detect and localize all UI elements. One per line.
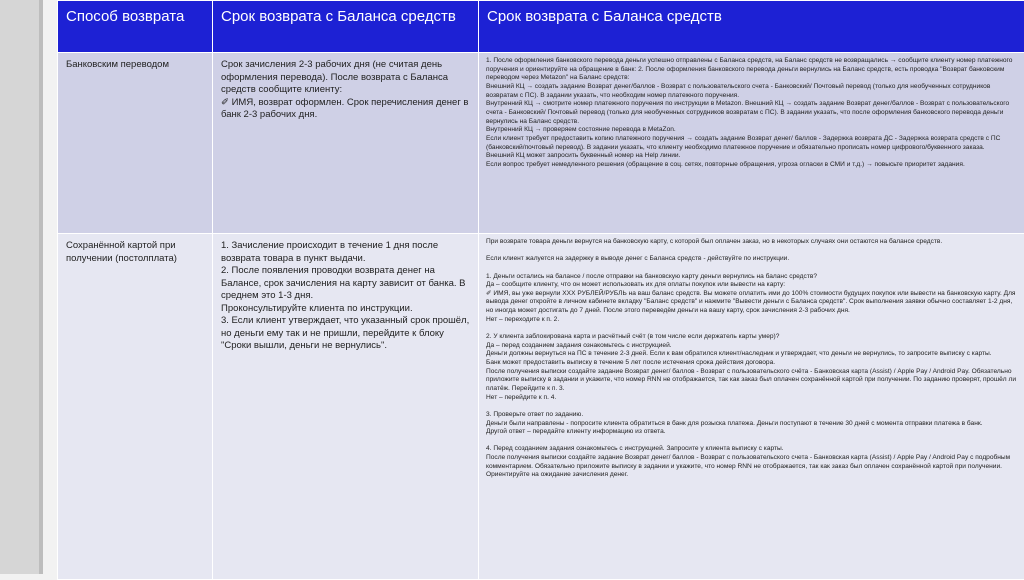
instruction-line: Да – перед созданием задания ознакомьтесь с инструкцией. (486, 342, 1017, 351)
header-refund-term: Срок возврата с Баланса средств (213, 1, 479, 53)
term-line: ✐ ИМЯ, возврат оформлен. Срок перечисления денег в банк 2-3 рабочих дня. (221, 97, 470, 122)
slide-left-bar (0, 0, 43, 574)
row-details-bank-transfer (479, 53, 1024, 234)
instruction-line: Если клиент требует предоставить копию платежного поручения → создать задание Возврат денег/ баллов - Задержка возврата ДС - Задержка возврата средств с ПС (банковский/почтовый перевод). В задании указать, что клиенту необходимо платежное поручение и обязательно прописать номер цифрового/буквенного заказа. (486, 135, 1017, 152)
refund-terms-table (57, 0, 1024, 580)
instruction-line: Да – сообщите клиенту, что он может использовать их для оплаты покупок или вывести на карту: (486, 281, 1017, 290)
instruction-line: После получения выписки создайте задание Возврат денег/ баллов - Возврат с пользовательского счёта - Банковская карта (Assist) / Apple Pay / Android Pay. Обязательно приложите выписку в задании и укажите, что номер RNN не отображается, так как заказ был оплачен сохранённой картой при получении. По заданию проверят, прошёл ли платёж. Перейдите к п. 3. (486, 368, 1017, 394)
term-line: 3. Если клиент утверждает, что указанный срок прошёл, но деньги ему так и не пришли, перейдите к блоку "Сроки вышли, деньги не вернулись". (221, 315, 470, 353)
instruction-line: Если вопрос требует немедленного решения (обращение в соц. сетях, повторные обращения, угроза огласки в СМИ и т.д.) → повысьте приоритет задания. (486, 161, 1017, 170)
paragraph-gap (486, 402, 1017, 411)
instruction-line: Внутренний КЦ → смотрите номер платежного поручения по инструкции в Metazon. Внешний КЦ → создать задание Возврат денег/баллов - Возврат с пользовательского счета - Банковский/ Почтовый перевод (только для необученных сотрудников возвратам с ПС). В задании указать, что после оформления банковского перевода деньги вернулись на Баланс средств. (486, 100, 1017, 126)
table-row (58, 234, 1024, 580)
paragraph-gap (486, 324, 1017, 333)
instruction-line: Внешний КЦ может запросить буквенный номер на Help линии. (486, 152, 1017, 161)
table-header-row (58, 1, 1024, 53)
row-term-bank-transfer (213, 53, 479, 234)
slide-left-stripe (39, 0, 43, 574)
row-method-saved-card: Сохранённой картой при получении (постолплата) (58, 234, 213, 580)
header-refund-method: Способ возврата (58, 1, 213, 53)
instruction-line: При возврате товара деньги вернутся на банковскую карту, с которой был оплачен заказ, но в некоторых случаях они остаются на балансе средств. (486, 238, 1017, 247)
instruction-line: Нет – перейдите к п. 4. (486, 394, 1017, 403)
instruction-line: Если клиент жалуется на задержку в выводе денег с Баланса средств - действуйте по инструкции. (486, 255, 1017, 264)
row-details-saved-card (479, 234, 1024, 580)
instruction-line: После получения выписки создайте задание Возврат денег/ баллов - Возврат с пользовательского счета - Банковская карта (Assist) / Apple Pay / Android Pay с подробным комментарием. Обязательно приложите выписку в задании и укажите, что номер RNN не отображается, так как заказ был оплачен сохранённой картой при получении. Ориентируйте на ожидание зачисления денег. (486, 454, 1017, 480)
term-line: Проконсультируйте клиента по инструкции. (221, 303, 470, 316)
instruction-line: Внутренний КЦ → проверяем состояние перевода в MetaZon. (486, 126, 1017, 135)
instruction-line: 1. Деньги остались на балансе / после отправки на банковскую карту деньги вернулись на баланс средств? (486, 273, 1017, 282)
instruction-line: 4. Перед созданием задания ознакомьтесь с инструкцией. Запросите у клиента выписку с карты. (486, 445, 1017, 454)
header-refund-term-details: Срок возврата с Баланса средств (479, 1, 1024, 53)
instruction-line: 2. У клиента заблокирована карта и расчётный счёт (в том числе если держатель карты умер)? (486, 333, 1017, 342)
table-row (58, 53, 1024, 234)
row-term-saved-card (213, 234, 479, 580)
term-line: 1. Зачисление происходит в течение 1 дня после возврата товара в пункт выдачи. (221, 240, 470, 265)
term-line: 2. После появления проводки возврата денег на Балансе, срок зачисления на карту зависит от банка. В среднем это 1-3 дня. (221, 265, 470, 303)
instruction-line: Другой ответ – передайте клиенту информацию из ответа. (486, 428, 1017, 437)
instruction-line: Внешний КЦ → создать задание Возврат денег/баллов - Возврат с пользовательского счета - Банковский/ Почтовый перевод (только для необученных сотрудников возвратам с ПС). В задании указать, что необходим номер платежного поручения. (486, 83, 1017, 100)
instruction-line: Нет – переходите к п. 2. (486, 316, 1017, 325)
paragraph-gap (486, 247, 1017, 256)
instruction-line: 3. Проверьте ответ по заданию. (486, 411, 1017, 420)
term-line: Срок зачисления 2-3 рабочих дня (не считая день оформления перевода). После возврата с Баланса средств сообщите клиенту: (221, 59, 470, 97)
instruction-line: Банк может предоставить выписку в течение 5 лет после истечения срока действия договора. (486, 359, 1017, 368)
instruction-line: ✐ ИМЯ, вы уже вернули XXX РУБЛЕЙ/РУБЛЬ на ваш баланс средств. Вы можете оплатить ими до 100% стоимости будущих покупок или вывести на банковскую карту. Для вывода денег откройте в личном кабинете вкладку "Баланс средств" и нажмите "Вывести деньги с Баланса средств". Срок выполнения заявки обычно составляет 1-2 дня, но иногда может достигать до 7 дней. После этого переведём деньги на вашу карту, срок зачисления 2-3 рабочих дня. (486, 290, 1017, 316)
row-method-bank-transfer: Банковским переводом (58, 53, 213, 234)
paragraph-gap (486, 264, 1017, 273)
instruction-line: 1. После оформления банковского перевода деньги успешно отправлены с Баланса средств, на Баланс средств не возвращались → сообщите клиенту номер платежного поручения и ориентируйте на обращение в банк: 2. После оформления банковского перевода деньги вернулись на Баланс средств, есть проводка "Возврат банковским переводом через Metazon" на Баланс средств: (486, 57, 1017, 83)
instruction-line: Деньги должны вернуться на ПС в течение 2-3 дней. Если к вам обратился клиент/наследник и утверждает, что деньги не вернулись, то запросите выписку с карты. (486, 350, 1017, 359)
instruction-line: Деньги были направлены - попросите клиента обратиться в банк для розыска платежа. Деньги поступают в течение 30 дней с момента отправки платежа в банк. (486, 420, 1017, 429)
